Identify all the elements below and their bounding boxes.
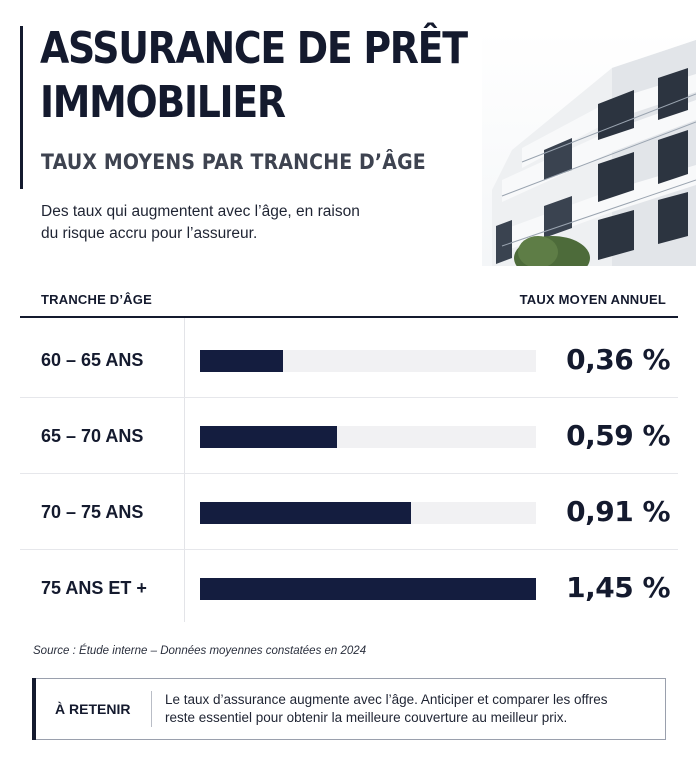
bar-value-label: 0,91 % (566, 495, 670, 528)
page-subtitle: TAUX MOYENS PAR TRANCHE D’ÂGE (41, 150, 426, 174)
row-separator (20, 549, 678, 550)
bar-row (20, 474, 678, 550)
takeaway-box (32, 678, 666, 740)
bar (200, 578, 536, 600)
bar-track (200, 502, 536, 524)
bar-category-label: 65 – 70 ANS (41, 426, 144, 446)
row-separator (20, 473, 678, 474)
description-line-1: Des taux qui augmentent avec l’âge, en raison (41, 203, 360, 220)
bar-category-label: 60 – 65 ANS (41, 350, 144, 370)
bar (200, 426, 337, 448)
bar (200, 502, 411, 524)
takeaway-text (165, 691, 645, 727)
takeaway-line-1: Le taux d’assurance augmente avec l’âge. Anticiper et comparer les offres (165, 692, 608, 707)
takeaway-accent (32, 678, 36, 740)
building-illustration (482, 30, 696, 266)
page-description (41, 201, 381, 245)
bar-value-label: 1,45 % (566, 571, 670, 604)
bar-value-label: 0,36 % (566, 343, 670, 376)
bar-row (20, 322, 678, 398)
source-note: Source : Étude interne – Données moyennes constatées en 2024 (33, 645, 367, 657)
takeaway-divider (151, 691, 152, 727)
title-line-2: IMMOBILIER (40, 77, 285, 128)
takeaway-line-2: reste essentiel pour obtenir la meilleure couverture au meilleur prix. (165, 710, 568, 725)
row-separator (20, 397, 678, 398)
title-accent-bar (20, 26, 23, 189)
bar-row (20, 550, 678, 626)
description-line-2: du risque accru pour l’assureur. (41, 225, 258, 242)
page-title (40, 22, 467, 130)
bar-category-label: 70 – 75 ANS (41, 502, 144, 522)
title-line-1: ASSURANCE DE PRÊT (40, 23, 467, 74)
bar-track (200, 578, 536, 600)
header-rule (20, 316, 678, 318)
takeaway-label: À RETENIR (55, 701, 131, 717)
bar (200, 350, 283, 372)
bar-value-label: 0,59 % (566, 419, 670, 452)
bar-category-label: 75 ANS ET + (41, 578, 147, 598)
bar-track (200, 426, 536, 448)
axis-label-category: TRANCHE D’ÂGE (41, 292, 152, 307)
bar-row (20, 398, 678, 474)
axis-label-value: TAUX MOYEN ANNUEL (519, 292, 666, 307)
bar-track (200, 350, 536, 372)
